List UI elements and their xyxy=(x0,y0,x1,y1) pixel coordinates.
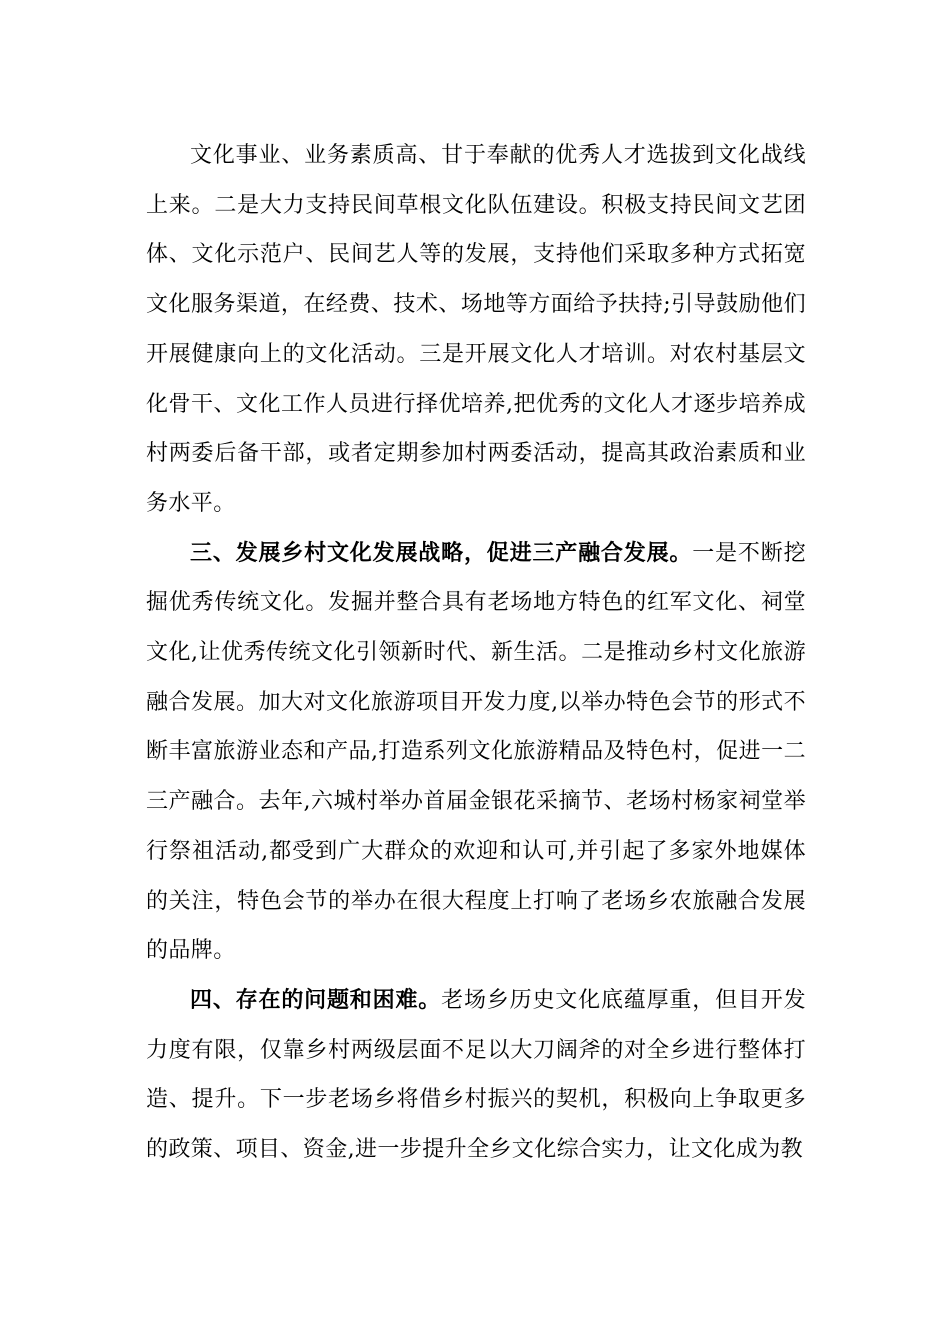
section-three-body-text: 一是不断挖掘优秀传统文化。发掘并整合具有老场地方特色的红军文化、祠堂文化,让优秀传统文化引领新时代、新生活。二是推动乡村文化旅游融合发展。加大对文化旅游项目开发力度,以举办特色会节的形式不断丰富旅游业态和产品,打造系列文化旅游精品及特色村，促进一二三产融合。去年,六城村举办首届金银花采摘节、老场村杨家祠堂举行祭祖活动,都受到广大群众的欢迎和认可,并引起了多家外地媒体的关注，特色会节的举办在很大程度上打响了老场乡农旅融合发展的品牌。 xyxy=(146,540,806,964)
paragraph-body-text: 文化事业、业务素质高、甘于奉献的优秀人才选拔到文化战线上来。二是大力支持民间草根文化队伍建设。积极支持民间文艺团体、文化示范户、民间艺人等的发展，支持他们采取多种方式拓宽文化服务渠道，在经费、技术、场地等方面给予扶持;引导鼓励他们开展健康向上的文化活动。三是开展文化人才培训。对农村基层文化骨干、文化工作人员进行择优培养,把优秀的文化人才逐步培养成村两委后备干部，或者定期参加村两委活动，提高其政治素质和业务水平。 xyxy=(146,143,806,516)
paragraph-section-four xyxy=(146,976,806,1175)
document-body xyxy=(146,131,806,1175)
section-three-heading: 三、发展乡村文化发展战略，促进三产融合发展。 xyxy=(190,539,693,566)
paragraph-talent-cultivation xyxy=(146,131,806,529)
paragraph-section-three xyxy=(146,529,806,976)
section-four-heading: 四、存在的问题和困难。 xyxy=(190,986,442,1013)
section-four-body-text: 老场乡历史文化底蕴厚重，但目开发力度有限，仅靠乡村两级层面不足以大刀阔斧的对全乡进行整体打造、提升。下一步老场乡将借乡村振兴的契机，积极向上争取更多的政策、项目、资金,进一步提升全乡文化综合实力，让文化成为教 xyxy=(146,987,806,1163)
